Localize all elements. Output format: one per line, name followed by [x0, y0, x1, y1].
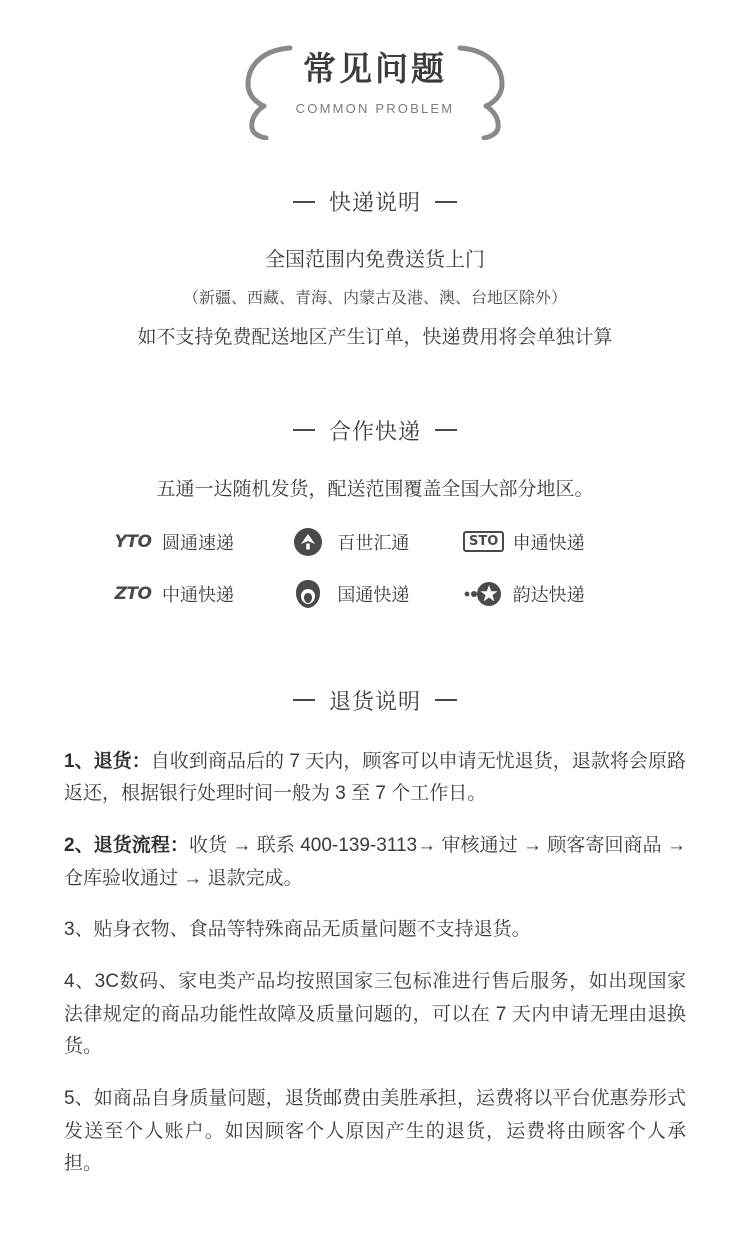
courier-name-guotong: 国通快递: [337, 584, 410, 605]
express-line-3: 如不支持免费配送地区产生订单，快递费用将会单独计算: [137, 327, 613, 349]
courier-name-shentong: 申通快递: [512, 532, 585, 553]
courier-item-shentong: [463, 527, 638, 557]
rule-left: [293, 699, 315, 701]
return-policy-item-lead: 2、退货流程：: [64, 835, 189, 857]
rule-right: [435, 429, 457, 431]
guotong-shield-icon: [287, 579, 329, 609]
return-policy-item: [64, 830, 686, 895]
courier-grid: [0, 527, 750, 609]
express-line-1: 全国范围内免费送货上门: [265, 249, 485, 272]
rule-left: [293, 201, 315, 203]
courier-item-guotong: [287, 579, 462, 609]
return-policy-item: [64, 914, 686, 947]
rule-right: [435, 699, 457, 701]
partner-section-title-text: 合作快递: [328, 418, 421, 444]
courier-name-yuantong: 圆通速递: [162, 532, 234, 553]
bracket-left-ornament-icon: [240, 44, 294, 140]
rule-left: [293, 429, 315, 431]
sto-logo-icon: [463, 527, 505, 557]
courier-item-yunda: [463, 579, 638, 609]
return-policy-item: [64, 1083, 686, 1181]
return-policy-item-lead: 1、退货：: [64, 750, 151, 772]
return-section-title: [0, 685, 750, 716]
return-policy-item-text: 收货 → 联系 400-139-3113→ 审核通过 → 顾客寄回商品 → 仓库验收通过 → 退款完成。: [64, 835, 686, 889]
return-policy-item-text: 3、贴身衣物、食品等特殊商品无质量问题不支持退货。: [64, 919, 531, 941]
return-policy-item: [64, 966, 686, 1064]
return-section-title-text: 退货说明: [328, 688, 421, 714]
return-policy-item-text: 4、3C数码、家电类产品均按照国家三包标准进行售后服务，如出现国家法律规定的商品功能性故障及质量问题的，可以在 7 天内申请无理由退换货。: [64, 971, 686, 1058]
partner-description: 五通一达随机发货，配送范围覆盖全国大部分地区。: [156, 478, 594, 500]
express-section: [0, 186, 750, 353]
return-policy-item-text: 自收到商品后的 7 天内，顾客可以申请无忧退货，退款将会原路返还，根据银行处理时间一般为 3 至 7 个工作日。: [64, 750, 686, 805]
partner-section-title: [0, 415, 750, 446]
header-inner: [242, 38, 509, 124]
sto-logo-text: STO: [463, 531, 504, 552]
yunda-star-burst-icon: [463, 579, 505, 609]
courier-name-yunda: 韵达快递: [512, 584, 585, 605]
rule-right: [435, 201, 457, 203]
courier-item-yuantong: [112, 527, 287, 557]
return-section: [0, 685, 750, 1245]
express-line-2: （新疆、西藏、青海、内蒙古及港、澳、台地区除外）: [182, 290, 567, 308]
page-header: [0, 0, 750, 124]
page-title: 常见问题: [303, 50, 447, 87]
yto-logo-icon: [112, 527, 154, 557]
courier-item-zhongtong: [112, 579, 287, 609]
return-policy-item-text: 5、如商品自身质量问题，退货邮费由美胜承担，运费将以平台优惠券形式发送至个人账户。如因顾客个人原因产生的退货，运费将由顾客个人承担。: [64, 1088, 686, 1175]
express-lines: [0, 245, 750, 353]
return-policy-item: [64, 746, 686, 811]
courier-name-zhongtong: 中通快递: [162, 584, 234, 605]
baishi-circle-arrow-icon: [287, 527, 329, 557]
zto-logo-icon: [112, 579, 154, 609]
partner-section: [0, 415, 750, 609]
return-policy-list: [0, 746, 750, 1245]
courier-name-baishi: 百世汇通: [337, 532, 410, 553]
page-subtitle: COMMON PROBLEM: [295, 101, 455, 117]
bracket-right-ornament-icon: [456, 44, 510, 140]
express-section-title-text: 快递说明: [328, 190, 421, 216]
express-section-title: [0, 186, 750, 217]
zto-logo-text: ZTO: [114, 583, 152, 604]
yto-logo-text: YTO: [114, 531, 152, 552]
courier-item-baishi: [287, 527, 462, 557]
